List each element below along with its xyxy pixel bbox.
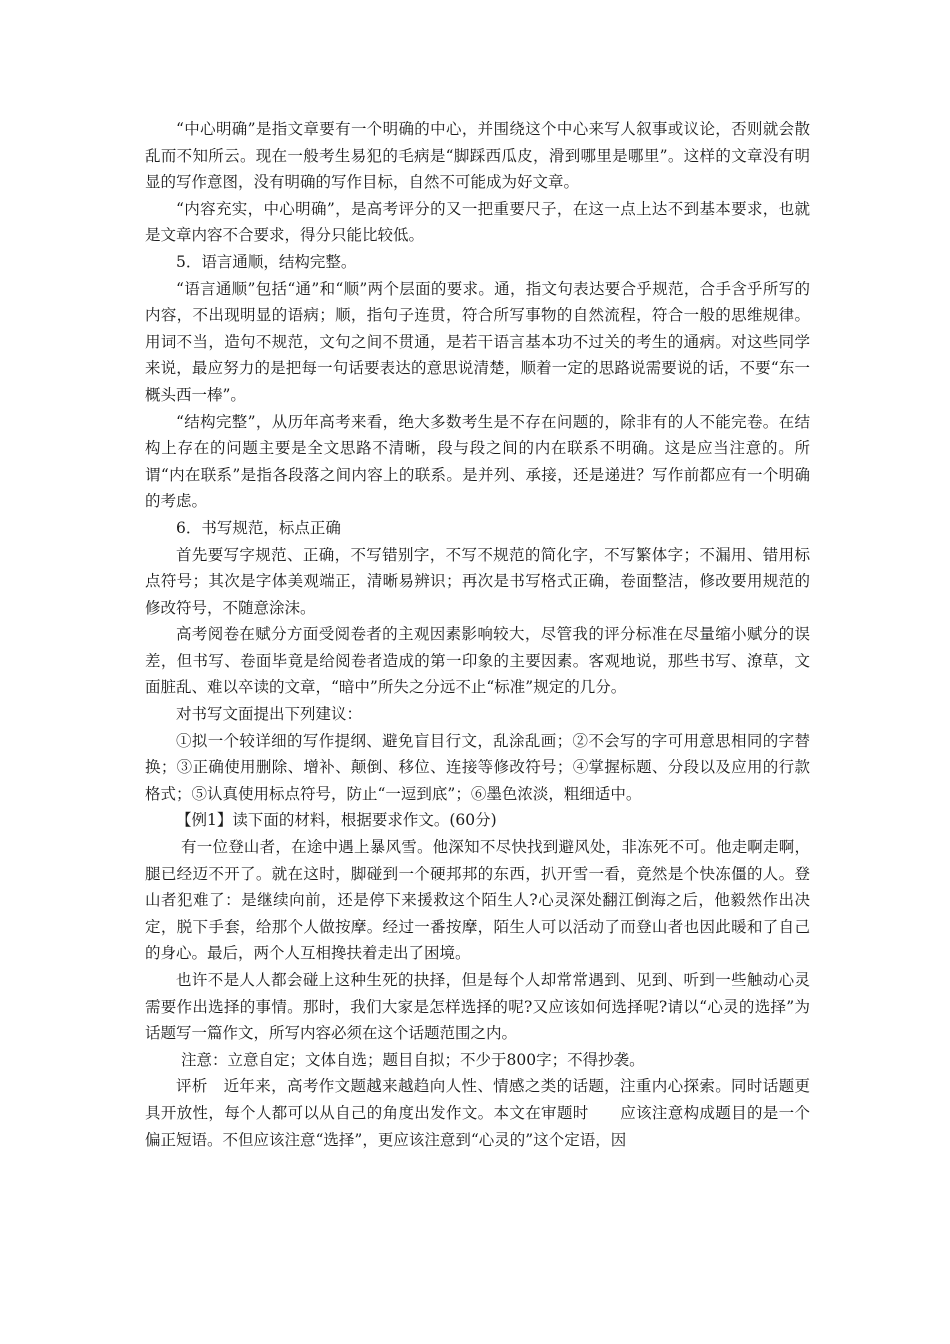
example-1-prompt: 也许不是人人都会碰上这种生死的抉择，但是每个人却常常遇到、见到、听到一些触动心灵需要作出选择的事情。那时，我们大家是怎样选择的呢?又应该如何选择呢?请以“心灵的选择”为话题写一篇作文，所写内容必须在这个话题范围之内。	[145, 971, 810, 1043]
paragraph-suggestions-list: ①拟一个较详细的写作提纲、避免盲目行文，乱涂乱画；②不会写的字可用意思相同的字替换；③正确使用删除、增补、颠倒、移位、连接等修改符号；④掌握标题、分段以及应用的行款格式；⑤认真使用标点符号，防止“一逗到底”；⑥墨色浓淡，粗细适中。	[145, 731, 810, 803]
paragraph-scoring-ruler: “内容充实，中心明确”，是高考评分的又一把重要尺子，在这一点上达不到基本要求，也就是文章内容不合要求，得分只能比较低。	[145, 199, 810, 245]
paragraph-language-fluent: “语言通顺”包括“通”和“顺”两个层面的要求。通，指文句表达要合乎规范，合手含乎所写的内容，不出现明显的语病；顺，指句子连贯，符合所写事物的自然流程，符合一般的思维规律。用词不当，造句不规范，文句之间不贯通，是若干语言基本功不过关的考生的通病。对这些同学来说，最应努力的是把每一句话要表达的意思说清楚，顺着一定的思路说需要说的话，不要“东一概头西一棒”。	[145, 279, 810, 404]
paragraph-structure-complete: “结构完整”，从历年高考来看，绝大多数考生是不存在问题的，除非有的人不能完卷。在结构上存在的问题主要是全文思路不清晰，段与段之间的内在联系不明确。这是应当注意的。所谓“内在联系”是指各段落之间内容上的联系。是并列、承接，还是递进？写作前都应有一个明确的考虑。	[145, 412, 810, 511]
document-body	[145, 116, 810, 1153]
example-1-material: 有一位登山者，在途中遇上暴风雪。他深知不尽快找到避风处，非冻死不可。他走啊走啊，腿已经迈不开了。就在这时，脚碰到一个硬邦邦的东西，扒开雪一看，竟然是个快冻僵的人。登山者犯难了：是继续向前，还是停下来援救这个陌生人?心灵深处翻江倒海之后，他毅然作出决定，脱下手套，给那个人做按摩。经过一番按摩，陌生人可以活动了而登山者也因此暖和了自己的身心。最后，两个人互相搀扶着走出了困境。	[145, 838, 810, 963]
example-1-notes: 注意：立意自定；文体自选；题目自拟；不少于800字；不得抄袭。	[181, 1050, 645, 1069]
section-heading-5: 5．语言通顺，结构完整。	[176, 252, 357, 271]
paragraph-writing-standard: 首先要写字规范、正确，不写错别字，不写不规范的简化字，不写繁体字；不漏用、错用标点符号；其次是字体美观端正，清晰易辨识；再次是书写格式正确，卷面整洁，修改要用规范的修改符号，不随意涂沫。	[145, 545, 810, 617]
example-1-heading: 【例1】读下面的材料，根据要求作文。(60分)	[176, 811, 497, 830]
section-heading-6: 6．书写规范，标点正确	[176, 518, 341, 537]
example-1-analysis: 评析 近年来，高考作文题越来越趋向人性、情感之类的话题，注重内心探索。同时话题更具开放性，每个人都可以从自己的角度出发作文。本文在审题时 应该注意构成题目的是一个偏正短语。不但应该注意“选择”，更应该注意到“心灵的”这个定语，因	[145, 1077, 810, 1149]
paragraph-grading-impression: 高考阅卷在赋分方面受阅卷者的主观因素影响较大，尽管我的评分标准在尽量缩小赋分的误 差，但书写、卷面毕竟是给阅卷者造成的第一印象的主要因素。客观地说，那些书写、潦草，文面脏乱、难以卒读的文章，“暗中”所失之分远不止“标准”规定的几分。	[145, 625, 810, 697]
paragraph-suggestions-intro: 对书写文面提出下列建议：	[176, 705, 363, 724]
paragraph-center-clear-definition: “中心明确”是指文章要有一个明确的中心，并围绕这个中心来写人叙事或议论，否则就会散乱而不知所云。现在一般考生易犯的毛病是“脚踩西瓜皮，滑到哪里是哪里”。这样的文章没有明显的写作意图，没有明确的写作目标，自然不可能成为好文章。	[145, 120, 810, 192]
